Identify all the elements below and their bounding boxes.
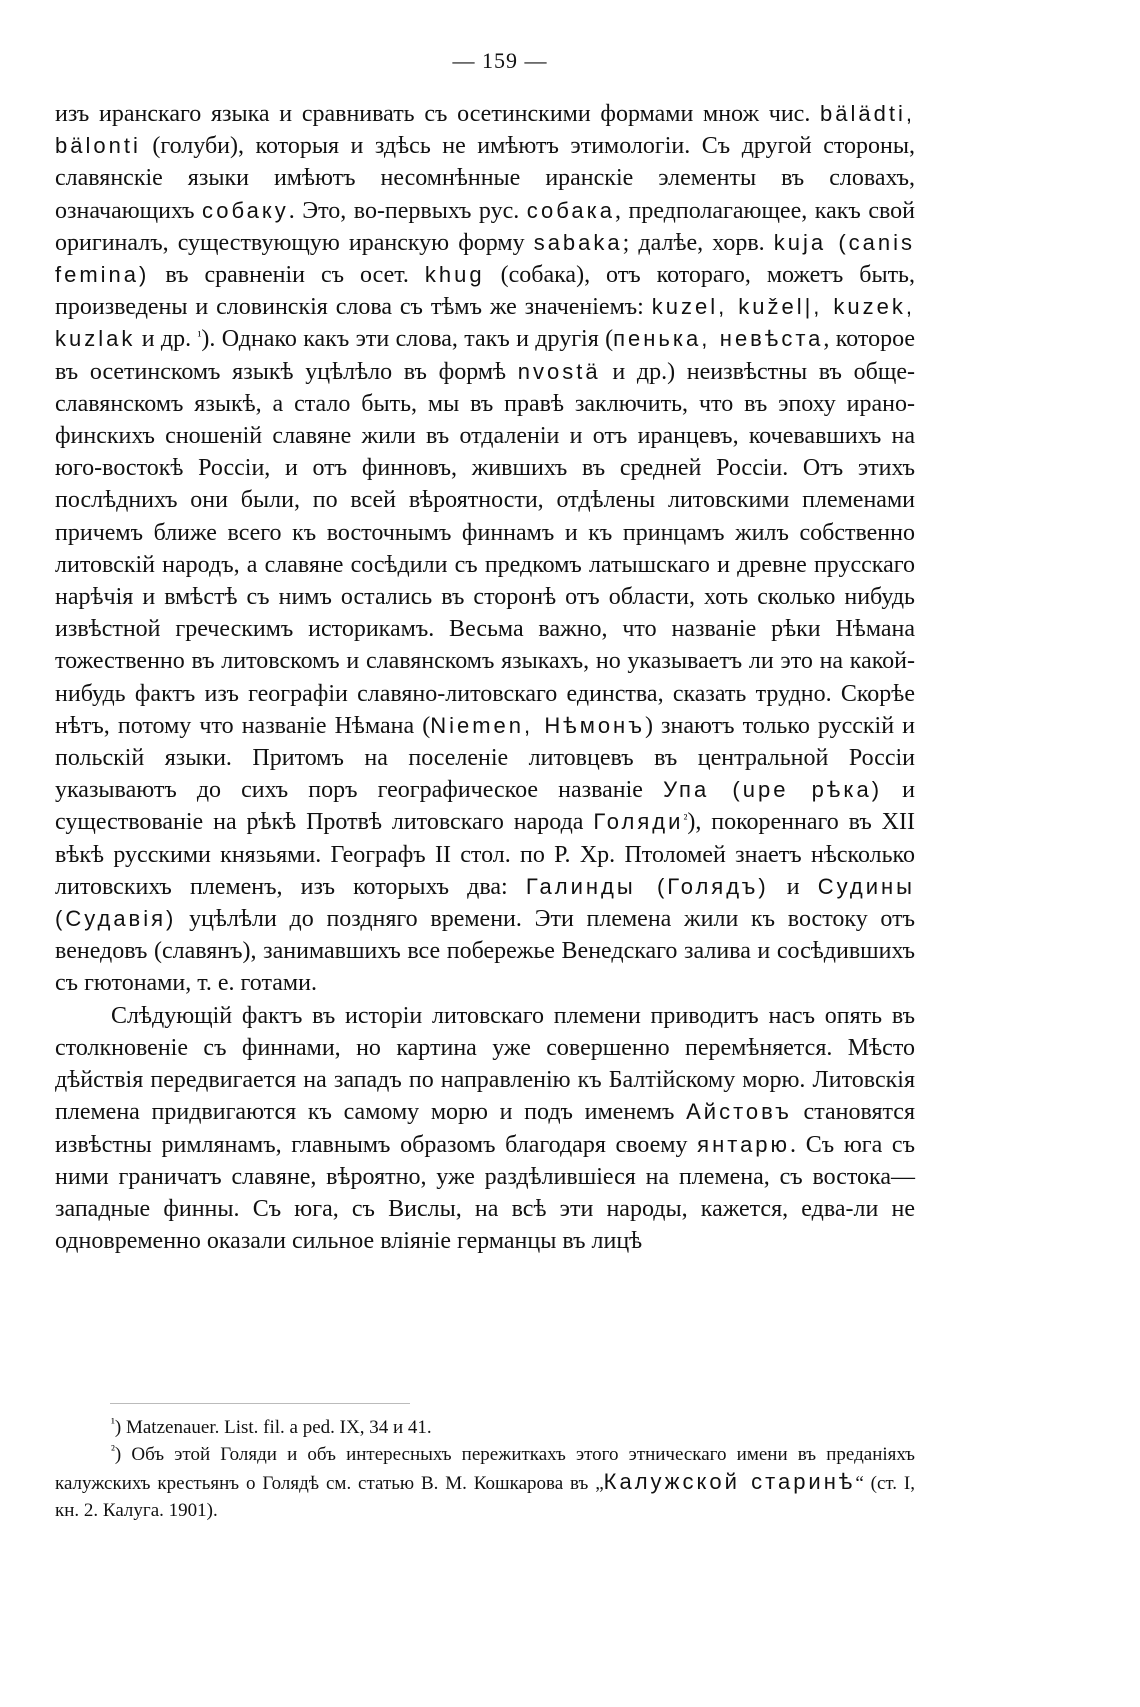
- text-run: . Съ юга съ ними граничатъ славяне, вѣроятно, уже раздѣлившіеся на племена, съ востока—западные финны. Съ юга, съ Вислы, на всѣ эти народы, кажется, едва-ли не одновременно оказали сильное вліяніе германцы въ лицѣ: [55, 1131, 915, 1255]
- page-number: — 159 —: [452, 48, 548, 73]
- footnote-mark: ²: [111, 1442, 115, 1457]
- text-run: ), покореннаго въ XII вѣкѣ русскими князьями. Географъ II стол. по Р. Хр. Птоломей знаетъ нѣсколько литовскихъ племенъ, изъ которыхъ два:: [55, 809, 915, 900]
- spaced-term: пенька, невѣста: [613, 326, 824, 352]
- text-run: Слѣдующій фактъ въ исторіи литовскаго племени приводитъ насъ опять въ столкновеніе съ финнами, но картина уже совершенно перемѣняется. Мѣсто дѣйствія передвигается на западъ по направленію къ Балтійскому морю. Литовскія племена придвигаются къ самому морю и подъ именемъ: [55, 1002, 915, 1126]
- spaced-term: Niemen, Нѣмонъ: [430, 712, 645, 738]
- spaced-term: собаку: [202, 197, 289, 223]
- spaced-term: Голяди: [593, 809, 684, 835]
- text-run: уцѣлѣли до поздняго времени. Эти племена жили къ востоку отъ венедовъ (славянъ), занимавшихъ все побережье Венедскаго залива и сосѣдившихъ съ гютонами, т. е. готами.: [55, 906, 915, 997]
- main-text: [55, 98, 915, 1257]
- spaced-term: khug: [424, 262, 485, 288]
- text-run: . Это, во-первыхъ рус.: [288, 197, 527, 224]
- footnote-1: [55, 1414, 915, 1441]
- text-run: и др.: [135, 326, 198, 353]
- spaced-term: Калужской старинѣ: [603, 1469, 856, 1494]
- text-run: и др.) неизвѣстны въ обще-славянскомъ языкѣ, а стало быть, мы въ правѣ заключить, что въ эпоху ирано-финскихъ сношеній славяне жили въ отдаленіи и отъ иранцевъ, кочевавшихъ на юго-востокѣ Россіи, и отъ финновъ, жившихъ въ средней Россіи. Отъ этихъ послѣднихъ они были, по всей вѣроятности, отдѣлены литовскими племенами причемъ ближе всего къ восточнымъ финнамъ и къ принцамъ жилъ собственно литовскій народъ, а славяне сосѣдили съ предкомъ латышскаго и древне прусскаго нарѣчія и вмѣстѣ съ нимъ остались въ сторонѣ отъ области, хоть сколько нибудь извѣстной греческимъ историкамъ. Весьма важно, что названіе рѣки Нѣмана тожественно въ литовскомъ и славянскомъ языкахъ, но указываетъ ли это на какой-нибудь фактъ изъ географіи славяно-литовскаго единства, сказать трудно. Скорѣе нѣтъ, потому что названіе Нѣмана (: [55, 358, 915, 739]
- spaced-term: nvostä: [517, 358, 601, 384]
- footnote-text: “ (ст. I, кн. 2. Калуга. 1901).: [55, 1473, 915, 1521]
- spaced-term: sabaka: [533, 229, 623, 255]
- text-run: ; далѣе, хорв.: [622, 229, 774, 256]
- text-run: ). Однако какъ эти слова, такъ и другія (: [201, 326, 614, 353]
- text-run: ) знаютъ только русскій и польскій языки. Притомъ на поселеніе литовцевъ въ центральной Россіи указываютъ до сихъ поръ географическое названіе: [55, 712, 915, 804]
- spaced-term: Галинды (Голядъ): [525, 873, 769, 899]
- text-run: (голуби), которыя и здѣсь не имѣютъ этимологіи. Съ другой стороны, славянскіе языки имѣютъ несомнѣнные иранскіе элементы въ словахъ, означающихъ: [55, 133, 915, 224]
- text-run: и: [768, 873, 818, 900]
- spaced-term: bälädti, bälonti: [55, 101, 915, 159]
- spaced-term: Айстовъ: [686, 1099, 792, 1125]
- spaced-term: янтарю: [697, 1131, 791, 1157]
- spaced-term: собака: [526, 197, 615, 223]
- footnote-2: [55, 1441, 915, 1524]
- footnote-ref-1: ¹: [197, 328, 202, 344]
- footnote-mark: ¹: [111, 1415, 115, 1430]
- footnote-divider: [110, 1403, 410, 1404]
- spaced-term: Судины (Судавія): [55, 873, 915, 932]
- footnote-text: ) Matzenauer. List. fil. a ped. IX, 34 и 41.: [114, 1417, 432, 1438]
- footnotes: [55, 1414, 915, 1524]
- paragraph-2: [55, 1000, 915, 1258]
- spaced-term: kuzel, kužel|, kuzek, kuzlak: [55, 294, 915, 352]
- text-run: изъ иранскаго языка и сравнивать съ осетинскими формами множ чис.: [55, 101, 821, 127]
- spaced-term: Упа (upe рѣка): [663, 777, 883, 803]
- text-run: становятся извѣстны римлянамъ, главнымъ образомъ благодаря своему: [55, 1099, 915, 1158]
- text-run: , предполагающее, какъ свой оригиналъ, существующую иранскую форму: [55, 197, 915, 256]
- paragraph-1: [55, 98, 915, 1000]
- footnote-text: ) Объ этой Голяди и объ интересныхъ пережиткахъ этого этническаго имени въ преданіяхъ калужскихъ крестьянъ о Голядѣ см. статью В. М. Кошкарова въ „: [55, 1444, 915, 1494]
- spaced-term: kuja (canis femina): [55, 229, 915, 288]
- text-run: въ сравненіи съ осет.: [149, 262, 425, 289]
- footnote-ref-2: ²: [683, 811, 688, 827]
- text-run: (собака), отъ котораго, можетъ быть, произведены и словинскія слова съ тѣмъ же значеніемъ:: [55, 262, 915, 321]
- text-run: , которое въ осетинскомъ языкѣ уцѣлѣло въ формѣ: [55, 326, 916, 385]
- text-run: и существованіе на рѣкѣ Протвѣ литовскаго народа: [55, 777, 916, 836]
